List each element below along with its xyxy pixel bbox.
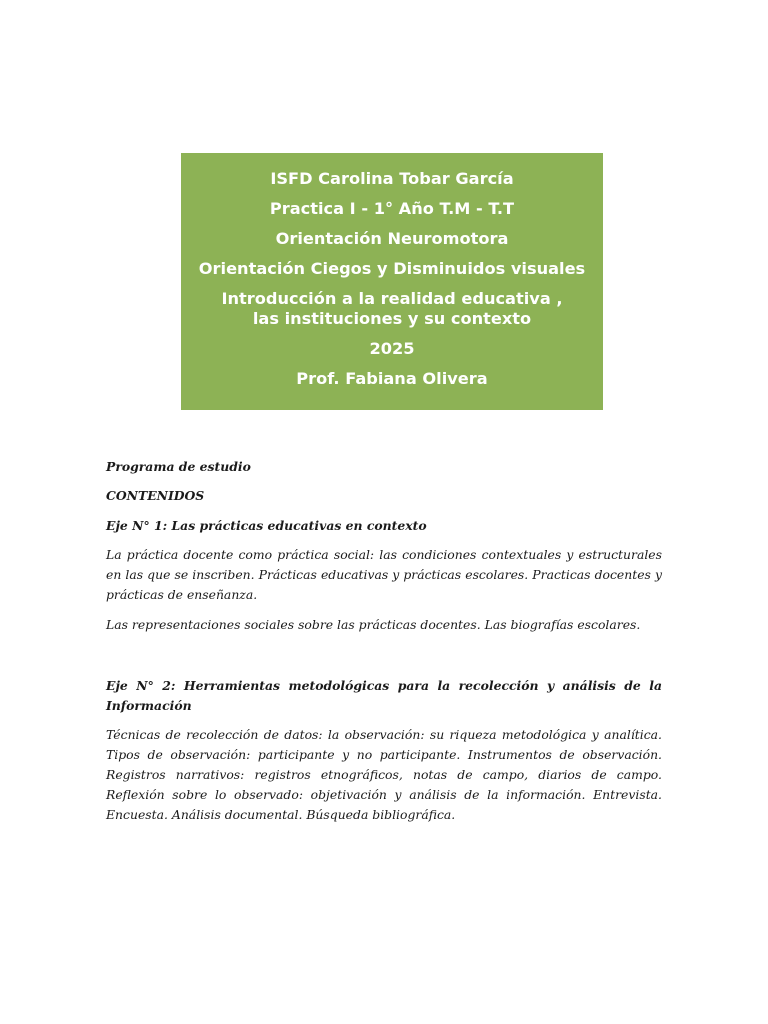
professor-name: Prof. Fabiana Olivera xyxy=(296,369,488,388)
subject-title: Introducción a la realidad educativa , las instituciones y su contexto xyxy=(221,289,563,328)
institution-name: ISFD Carolina Tobar García xyxy=(270,169,514,188)
eje1-paragraph-1: La práctica docente como práctica social: las condiciones contextuales y estructurales en las que se inscriben. Prácticas educativas y prácticas escolares. Practicas docentes y prácticas de enseñanza. xyxy=(106,547,662,602)
programa-heading: Programa de estudio xyxy=(106,459,251,474)
course-name: Practica I - 1° Año T.M - T.T xyxy=(269,199,515,218)
eje1-paragraph-2: Las representaciones sociales sobre las prácticas docentes. Las biografías escolares. xyxy=(106,617,641,632)
contenidos-heading: CONTENIDOS xyxy=(106,488,205,503)
eje1-title: Eje N° 1: Las prácticas educativas en contexto xyxy=(106,518,427,533)
eje2-paragraph-1: Técnicas de recolección de datos: la observación: su riqueza metodológica y analítica. Tipos de observación: participante y no participante. Instrumentos de observación. Registros narrativos: registros etnográficos, notas de campo, diarios de campo. Reflexión sobre lo observado: objetivación y análisis de la información. Entrevista. Encuesta. Análisis documental. Búsqueda bibliográfica. xyxy=(106,727,662,822)
eje2-title: Eje N° 2: Herramientas metodológicas para la recolección y análisis de la Información xyxy=(106,678,662,713)
year: 2025 xyxy=(369,339,415,358)
title-banner xyxy=(181,153,603,410)
orientation-ciegos: Orientación Ciegos y Disminuidos visuales xyxy=(198,259,586,278)
orientation-neuromotora: Orientación Neuromotora xyxy=(275,229,509,248)
